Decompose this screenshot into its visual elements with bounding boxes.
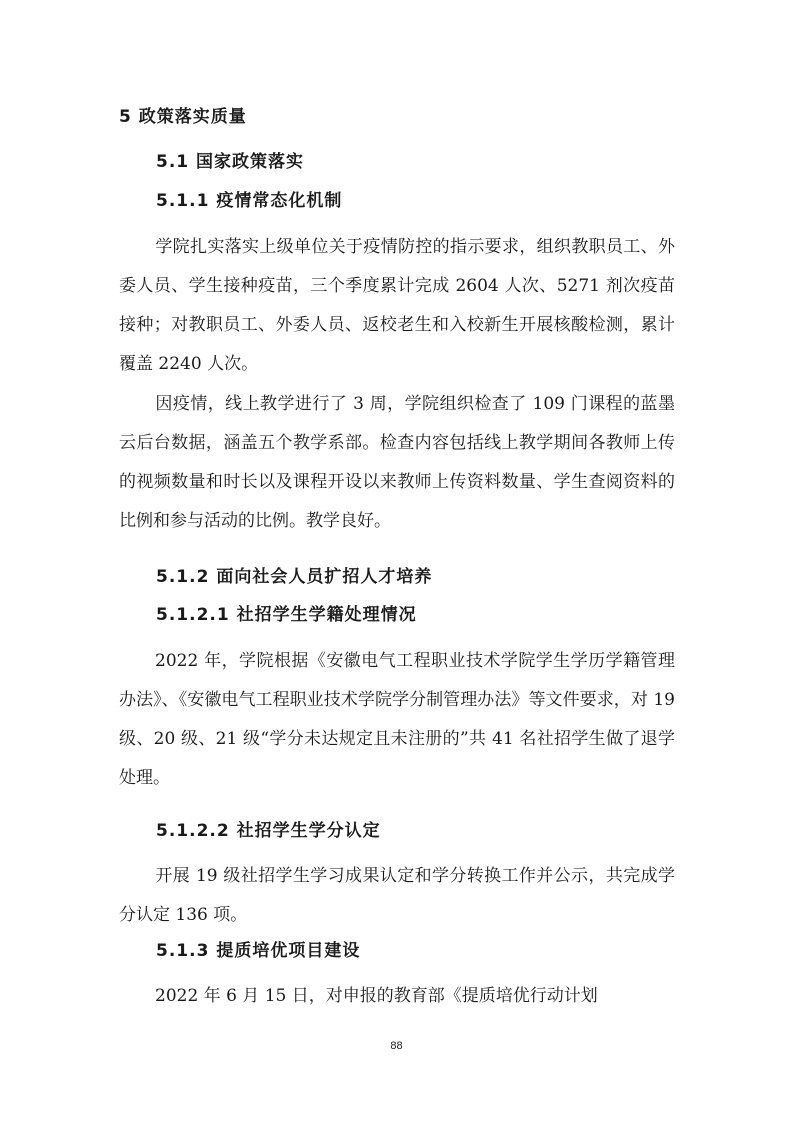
- heading-5-1-2-2: 5.1.2.2 社招学生学分认定: [156, 821, 381, 841]
- paragraph-vaccination: 学院扎实落实上级单位关于疫情防控的指示要求，组织教职员工、外委人员、学生接种疫苗，三个季度累计完成 2604 人次、5271 剂次疫苗接种；对教职员工、外委人员、返校老生和入校新生开展核酸检测，累计覆盖 2240 人次。: [119, 237, 675, 374]
- heading-5-1-1: 5.1.1 疫情常态化机制: [156, 191, 343, 211]
- heading-5: 5 政策落实质量: [119, 107, 247, 127]
- heading-5-1-3: 5.1.3 提质培优项目建设: [156, 941, 361, 961]
- paragraph-online-teaching: 因疫情，线上教学进行了 3 周，学院组织检查了 109 门课程的蓝墨云后台数据，涵盖五个教学系部。检查内容包括线上教学期间各教师上传的视频数量和时长以及课程开设以来教师上传资料数量、学生查阅资料的比例和参与活动的比例。教学良好。: [119, 394, 675, 531]
- paragraph-student-status: 2022 年，学院根据《安徽电气工程职业技术学院学生学历学籍管理办法》、《安徽电气工程职业技术学院学分制管理办法》等文件要求，对 19 级、20 级、21 级“学分未达规定且未注册的”共 41 名社招学生做了退学处理。: [119, 651, 675, 788]
- paragraph-quality-project: 2022 年 6 月 15 日，对申报的教育部《提质培优行动计划: [155, 986, 598, 1006]
- heading-5-1-2: 5.1.2 面向社会人员扩招人才培养: [156, 567, 433, 587]
- paragraph-credit-recognition: 开展 19 级社招学生学习成果认定和学分转换工作并公示，共完成学分认定 136 项。: [119, 866, 675, 925]
- heading-5-1: 5.1 国家政策落实: [156, 152, 305, 172]
- page-number: 88: [390, 1040, 403, 1052]
- heading-5-1-2-1: 5.1.2.1 社招学生学籍处理情况: [156, 605, 417, 625]
